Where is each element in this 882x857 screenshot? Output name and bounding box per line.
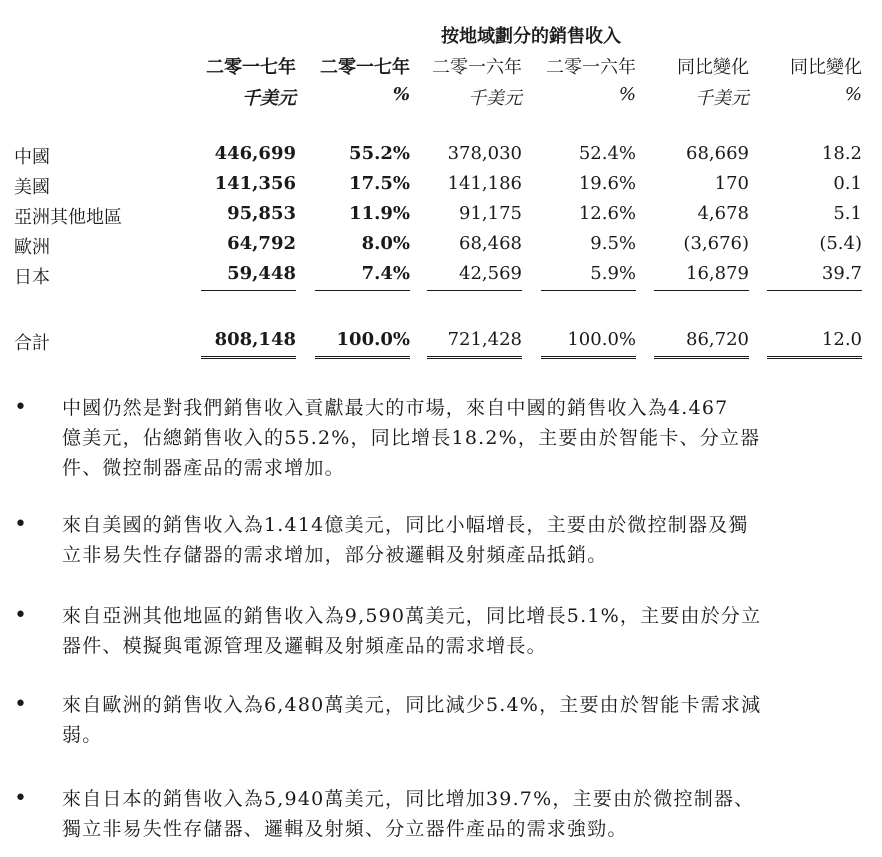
table-cell: 12.6% [578, 203, 636, 224]
region-label: 日本 [14, 267, 50, 288]
table-cell: 5.1 [833, 203, 862, 224]
table-cell: 9.5% [590, 233, 636, 254]
table-cell: 4,678 [697, 203, 749, 224]
total-cell: 12.0 [821, 329, 862, 350]
table-cell: 42,569 [459, 263, 522, 284]
bullet-line: 來自歐洲的銷售收入為6,480萬美元，同比減少5.4%，主要由於智能卡需求減 [62, 694, 762, 716]
total-double-rule [201, 356, 296, 359]
bullet-line: 器件、模擬與電源管理及邏輯及射頻產品的需求增長。 [62, 635, 547, 657]
table-cell: 59,448 [227, 263, 296, 284]
total-label: 合計 [14, 333, 50, 354]
bullet-line: 弱。 [62, 724, 103, 746]
table-cell: 55.2% [349, 143, 410, 164]
region-label: 美國 [14, 177, 50, 198]
bullet-line: 中國仍然是對我們銷售收入貢獻最大的市場，來自中國的銷售收入為4.467 [62, 397, 729, 419]
table-cell: 5.9% [590, 263, 636, 284]
table-cell: 7.4% [361, 263, 410, 284]
table-cell: 8.0% [361, 233, 410, 254]
bullet-line: 獨立非易失性存儲器、邏輯及射頻、分立器件產品的需求強勁。 [62, 818, 628, 840]
table-row [0, 233, 882, 263]
table-cell: 68,468 [459, 233, 522, 254]
bullet-text [62, 510, 870, 570]
total-cell: 100.0% [336, 329, 410, 350]
subtotal-rule [541, 290, 636, 291]
table-cell: 0.1 [833, 173, 862, 194]
bullet-text [62, 690, 870, 750]
region-label: 亞洲其他地區 [14, 207, 122, 228]
bullet-text [62, 393, 870, 483]
subtotal-rule [201, 290, 296, 291]
total-cell: 86,720 [686, 329, 749, 350]
total-double-rule [767, 356, 862, 359]
table-cell: 170 [714, 173, 749, 194]
table-cell: 378,030 [447, 143, 522, 164]
bullet-dot-icon: • [14, 512, 27, 537]
document-page: 按地域劃分的銷售收入 二零一七年 千美元 二零一七年 % 二零一六年 千美元 二零一六年 % 同比變化 千美元 同比變化 % 中國 446,699 55.2% 378,030 52.4% 68,669 18.2 美國 141,356 17.5% 141,186 19.6% 170 0.1 亞洲其他地區 95,853 11.9% 91,175 12.6% 4,678 5.1 歐洲 64,792 8.0% 68,468 9.5% (3,676) (5.4) 日本 59,448 7.4% 42,569 5.9% 16,879 39.7 合計 808,148 100.0% 721,428 100.0% 86,720 12.0 • 中國仍然是對我們銷售收入貢獻最大的市場，來自中國的銷售收入為4.467 億美元，佔總銷售收入的55.2%，同比增長18.2%，主要由於智能卡、分立器 件、微控制器產品的需求增加。 • 來自美國的銷售收入為1.414億美元，同比小幅增長，主要由於微控制器及獨 立非易失性存儲器的需求增加，部分被邏輯及射頻產品抵銷。 • 來自亞洲其他地區的銷售收入為9,590萬美元，同比增長5.1%，主要由於分立 器件、模擬與電源管理及邏輯及射頻產品的需求增長。 • 來自歐洲的銷售收入為6,480萬美元，同比減少5.4%，主要由於智能卡需求減 弱。 • 來自日本的銷售收入為5,940萬美元，同比增加39.7%，主要由於微控制器、 獨立非易失性存儲器、邏輯及射頻、分立器件產品的需求強勁。 [0, 0, 882, 857]
table-cell: 64,792 [227, 233, 296, 254]
total-cell: 721,428 [447, 329, 522, 350]
table-cell: 141,356 [214, 173, 296, 194]
table-cell: 95,853 [227, 203, 296, 224]
table-span-header: 按地域劃分的銷售收入 [441, 26, 621, 47]
table-cell: 52.4% [578, 143, 636, 164]
table-row [0, 203, 882, 233]
total-double-rule [654, 356, 749, 359]
region-label: 中國 [14, 147, 50, 168]
bullet-dot-icon: • [14, 786, 27, 811]
table-cell: (3,676) [683, 233, 749, 254]
total-cell: 808,148 [214, 329, 296, 350]
bullet-text [62, 601, 870, 661]
table-cell: (5.4) [819, 233, 862, 254]
bullet-line: 立非易失性存儲器的需求增加，部分被邏輯及射頻產品抵銷。 [62, 544, 608, 566]
total-row [0, 329, 882, 359]
bullet-line: 來自日本的銷售收入為5,940萬美元，同比增加39.7%，主要由於微控制器、 [62, 788, 755, 810]
bullet-dot-icon: • [14, 692, 27, 717]
subtotal-rule [427, 290, 522, 291]
subtotal-rule [767, 290, 862, 291]
bullet-line: 件、微控制器產品的需求增加。 [62, 457, 345, 479]
table-cell: 141,186 [447, 173, 522, 194]
total-cell: 100.0% [567, 329, 636, 350]
table-cell: 68,669 [686, 143, 749, 164]
bullet-line: 來自亞洲其他地區的銷售收入為9,590萬美元，同比增長5.1%，主要由於分立 [62, 605, 762, 627]
bullet-line: 來自美國的銷售收入為1.414億美元，同比小幅增長，主要由於微控制器及獨 [62, 514, 749, 536]
table-cell: 39.7 [821, 263, 862, 284]
bullet-text [62, 784, 870, 844]
table-cell: 16,879 [686, 263, 749, 284]
table-cell: 11.9% [349, 203, 410, 224]
bullet-dot-icon: • [14, 395, 27, 420]
subtotal-rule [654, 290, 749, 291]
table-row [0, 263, 882, 293]
region-label: 歐洲 [14, 237, 50, 258]
bullet-dot-icon: • [14, 603, 27, 628]
table-cell: 17.5% [349, 173, 410, 194]
total-double-rule [427, 356, 522, 359]
total-double-rule [315, 356, 410, 359]
table-row [0, 173, 882, 203]
bullet-line: 億美元，佔總銷售收入的55.2%，同比增長18.2%，主要由於智能卡、分立器 [62, 427, 761, 449]
table-cell: 446,699 [214, 143, 296, 164]
total-double-rule [541, 356, 636, 359]
table-cell: 91,175 [459, 203, 522, 224]
table-row [0, 143, 882, 173]
table-cell: 19.6% [578, 173, 636, 194]
subtotal-rule [315, 290, 410, 291]
table-cell: 18.2 [821, 143, 862, 164]
